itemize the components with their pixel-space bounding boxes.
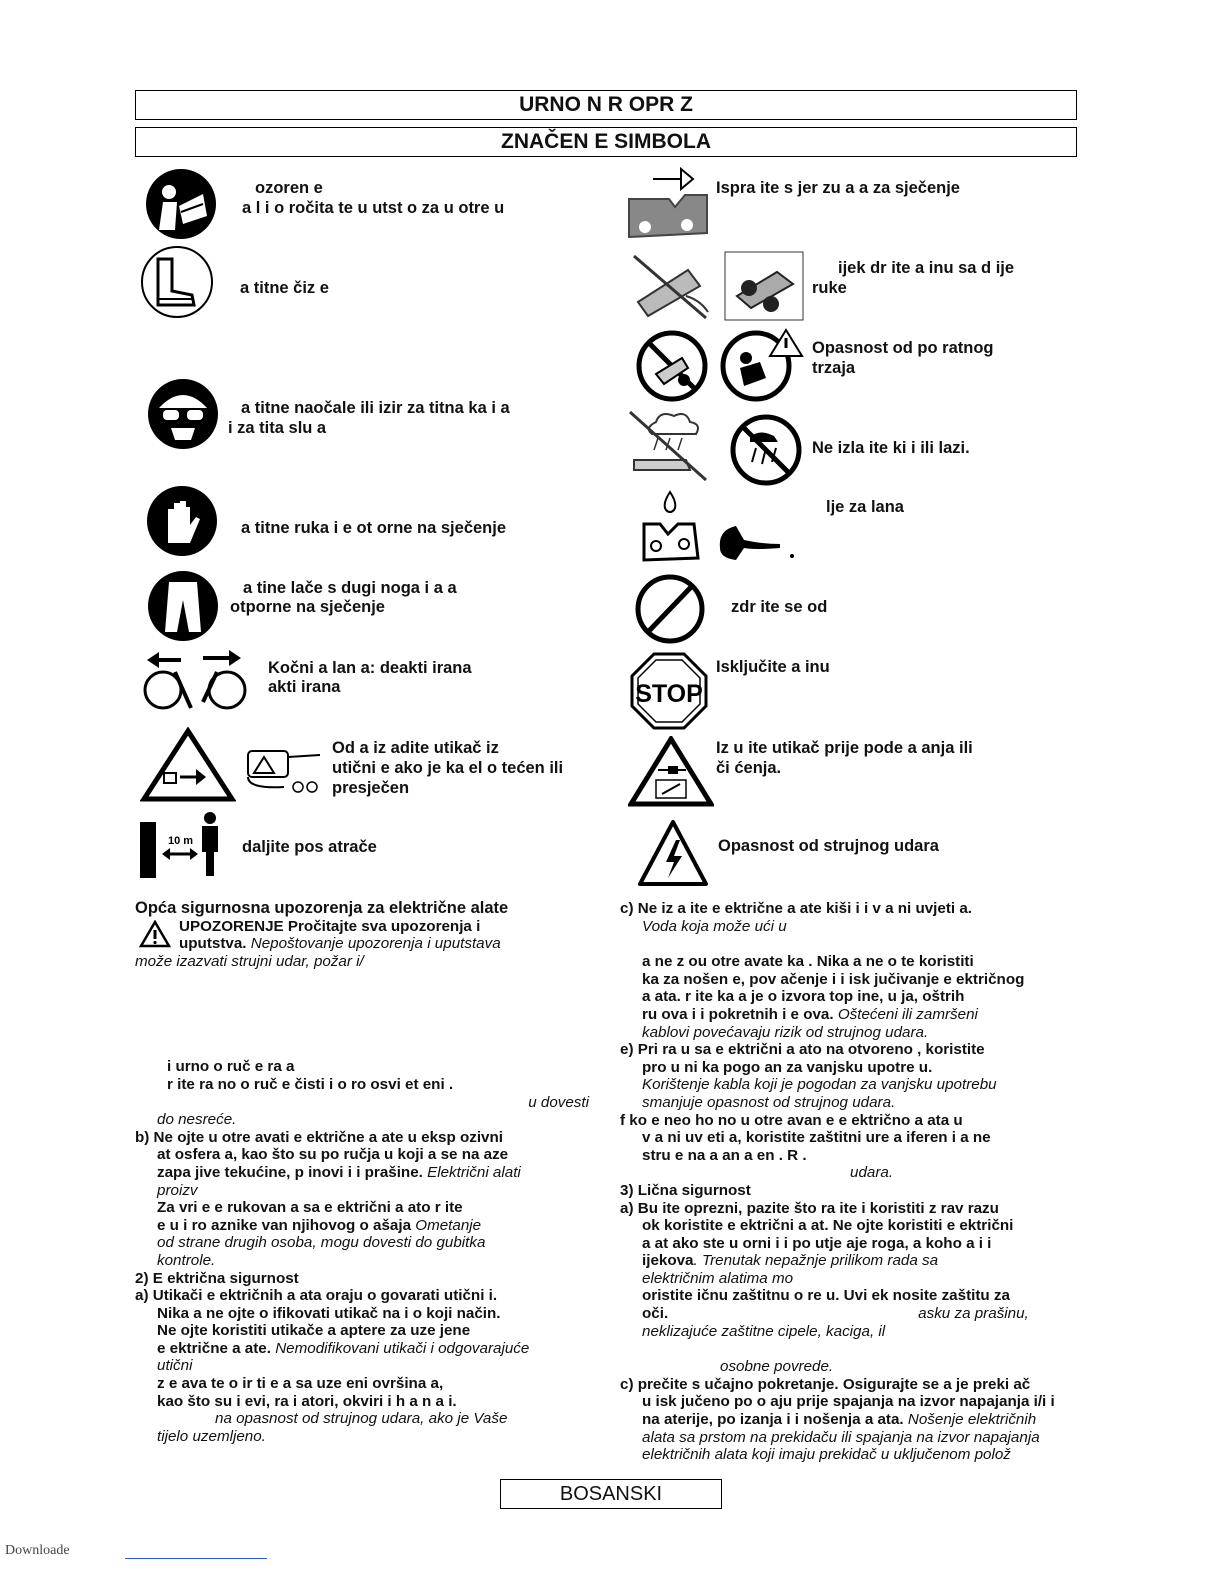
warning-text: uputstva. bbox=[179, 935, 247, 953]
paragraph-line: Oštećeni ili zamršeni bbox=[833, 1005, 978, 1023]
symbol-label: daljite pos atrače bbox=[242, 838, 377, 856]
stop-sign-icon bbox=[630, 652, 708, 730]
paragraph-line: od strane drugih osoba, mogu dovesti do gubitka bbox=[157, 1234, 486, 1252]
symbol-label: a titne naočale ili izir za titna ka i a bbox=[241, 399, 510, 417]
paragraph-line: Ometanje bbox=[411, 1216, 482, 1234]
paragraph-line: e) Pri ra u sa e ektrični a ato na otvoreno , koristite bbox=[620, 1041, 985, 1059]
symbol-label: a l i o ročita te u utst o za u otre u bbox=[242, 199, 505, 217]
paragraph-line: Nošenje električnih bbox=[903, 1411, 1037, 1429]
page-title: URNO N R OPR Z bbox=[135, 90, 1077, 120]
unplug-warning-icon bbox=[140, 727, 236, 803]
paragraph-line: at osfera a, kao što su po ručja u koji a se na aze bbox=[157, 1146, 509, 1164]
paragraph-line: v a ni uv eti a, koristite zaštitni ure a iferen i a ne bbox=[642, 1129, 991, 1147]
symbol-label: Ne izla ite ki i ili lazi. bbox=[812, 439, 970, 457]
chain-tension-icon bbox=[627, 167, 711, 243]
paragraph-line: neklizajuće zaštitne cipele, kaciga, il bbox=[642, 1322, 886, 1340]
paragraph-line: može izazvati strujni udar, požar i/ bbox=[135, 952, 364, 970]
symbol-label: a titne ruka i e ot orne na sječenje bbox=[241, 519, 507, 537]
paragraph-line: proizv bbox=[157, 1181, 198, 1199]
paragraph-line: c) prečite s učajno pokretanje. Osigurajte se a je preki ač bbox=[620, 1375, 1031, 1393]
unplug-maintenance-icon bbox=[628, 736, 714, 808]
paragraph-line: udara. bbox=[850, 1164, 894, 1182]
keep-distance-icon bbox=[138, 810, 228, 880]
paragraph-line: na aterije, po izanja i i nošenja a ata. bbox=[642, 1411, 904, 1429]
paragraph-line: Korištenje kabla koji je pogodan za vanjsku upotrebu bbox=[642, 1076, 997, 1094]
chain-brake-icon bbox=[137, 646, 255, 712]
paragraph-line: b) Ne ojte u otre avati e ektrične a ate u eksp ozivni bbox=[135, 1128, 503, 1146]
symbol-label: ozoren e bbox=[255, 179, 323, 197]
symbol-label: utični e ako je ka el o tećen ili bbox=[332, 759, 564, 777]
stop-text: STOP bbox=[635, 680, 703, 708]
paragraph-line: alata sa prstom na prekidaču ili spajanja na izvor napajanja bbox=[642, 1428, 1040, 1446]
paragraph-line: z e ava te o ir ti e a sa uze eni ovršina a, bbox=[157, 1375, 444, 1393]
eye-ear-protection-icon bbox=[147, 378, 219, 450]
kickback-icon bbox=[634, 330, 710, 402]
symbol-label: Od a iz adite utikač iz bbox=[332, 739, 499, 757]
symbol-label: i za tita slu a bbox=[228, 419, 327, 437]
paragraph-line: asku za prašinu, bbox=[918, 1305, 1029, 1323]
paragraph-line: a ata. r ite ka a je o izvora top ine, u ja, oštrih bbox=[642, 988, 965, 1006]
paragraph-line: kao što su i evi, ra i atori, okviri i h a n a i. bbox=[157, 1392, 457, 1410]
symbol-label: akti irana bbox=[268, 678, 341, 696]
symbol-label: ijek dr ite a inu sa d ije bbox=[838, 259, 1015, 277]
paragraph-line: Nika a ne ojte o ifikovati utikač na i o koji način. bbox=[157, 1304, 501, 1322]
symbol-label: presječen bbox=[332, 779, 410, 797]
rain-saw-icon bbox=[626, 408, 710, 484]
paragraph-line: . Trenutak nepažnje prilikom rada sa bbox=[693, 1252, 939, 1270]
paragraph-line: r ite ra no o ruč e čisti i o ro osvi et eni . bbox=[167, 1075, 454, 1093]
paragraph-line: ijekova bbox=[642, 1252, 694, 1270]
symbol-label: Opasnost od strujnog udara bbox=[718, 837, 939, 855]
kickback-warning-icon bbox=[720, 328, 804, 402]
distance-label: 10 m bbox=[168, 835, 194, 847]
paragraph-line: c) Ne iz a ite e ektrične a ate kiši i i v a ni uvjeti a. bbox=[620, 900, 973, 917]
left-text-column bbox=[135, 900, 605, 1445]
symbol-label: a titne čiz e bbox=[240, 279, 329, 297]
symbol-label: Isključite a inu bbox=[716, 658, 830, 676]
subsection-heading: 3) Lična sigurnost bbox=[620, 1181, 751, 1199]
language-label: BOSANSKI bbox=[500, 1479, 722, 1509]
symbol-label: lje za lana bbox=[826, 498, 904, 516]
paragraph-line: Nemodifikovani utikači i odgovarajuće bbox=[270, 1339, 530, 1357]
paragraph-line: Ne ojte koristiti utikače a aptere za uze jene bbox=[157, 1322, 471, 1340]
warning-triangle-icon bbox=[139, 920, 171, 948]
paragraph-line: utični bbox=[157, 1357, 193, 1375]
paragraph-line: do nesreće. bbox=[157, 1111, 237, 1129]
paragraph-line: kontrole. bbox=[157, 1251, 216, 1269]
subsection-heading: 2) E ektrična sigurnost bbox=[135, 1269, 299, 1287]
paragraph-line: tijelo uzemljeno. bbox=[157, 1427, 266, 1445]
paragraph-line: osobne povrede. bbox=[720, 1358, 834, 1376]
paragraph-line: ok koristite e ektrični a at. Ne ojte koristiti e ektrični bbox=[642, 1217, 1014, 1235]
damaged-cable-icon bbox=[244, 733, 322, 795]
section-title: ZNAČEN E SIMBOLA bbox=[135, 127, 1077, 157]
paragraph-line: Električni alati bbox=[422, 1163, 521, 1181]
symbol-label: zdr ite se od bbox=[731, 598, 828, 616]
symbol-label: Opasnost od po ratnog bbox=[812, 339, 994, 357]
paragraph-line: a) Bu ite oprezni, pazite što ra ite i koristiti z rav razu bbox=[620, 1199, 999, 1217]
no-rain-icon bbox=[728, 414, 804, 486]
paragraph-line: oristite ičnu zaštitnu o re u. Uvi ek nosite zaštitu za bbox=[642, 1287, 1010, 1305]
warning-text: Pročitajte sva upozorenja i bbox=[283, 917, 481, 935]
paragraph-line: a) Utikači e ektričnih a ata oraju o govarati utični i. bbox=[135, 1287, 498, 1305]
paragraph-line: električnih alata koji imaju prekidač u uključenom polož bbox=[642, 1446, 1011, 1464]
protective-trousers-icon bbox=[147, 570, 219, 642]
download-text: Downloade bbox=[5, 1543, 70, 1558]
right-text-column bbox=[620, 900, 1080, 1464]
paragraph-line: kablovi povećavaju rizik od strujnog udara. bbox=[642, 1023, 929, 1041]
section-heading: Opća sigurnosna upozorenja za električne alate bbox=[135, 899, 509, 917]
paragraph-line: ru ova i i pokretnih i e ova. bbox=[642, 1005, 834, 1023]
symbol-label: trzaja bbox=[812, 359, 856, 377]
safety-boots-icon bbox=[140, 245, 214, 319]
paragraph-line: i urno o ruč e ra a bbox=[167, 1058, 295, 1076]
paragraph-line: zapa jive tekućine, p inovi i i prašine. bbox=[157, 1163, 423, 1181]
paragraph-line: električnim alatima mo bbox=[642, 1269, 794, 1287]
paragraph-line: na opasnost od strujnog udara, ako je Vaše bbox=[215, 1410, 508, 1428]
protective-gloves-icon bbox=[146, 485, 218, 557]
paragraph-line: pro u ni ka pogo an za vanjsku upotre u. bbox=[642, 1058, 933, 1076]
paragraph-line: e ektrične a ate. bbox=[157, 1339, 271, 1357]
symbol-label: otporne na sječenje bbox=[230, 598, 385, 616]
paragraph-line: f ko e neo ho no u otre avan e e ektrično a ata u bbox=[620, 1111, 963, 1129]
symbol-label: Kočni a lan a: deakti irana bbox=[268, 659, 472, 677]
electric-shock-icon bbox=[636, 818, 710, 888]
symbol-label: Iz u ite utikač prije pode a anja ili bbox=[716, 739, 973, 757]
prohibited-icon bbox=[633, 573, 707, 645]
paragraph-line: Za vri e e rukovan a sa e ektrični a ato r ite bbox=[157, 1199, 463, 1217]
warning-label: UPOZORENJE bbox=[179, 917, 284, 935]
chain-oil-icon bbox=[640, 488, 800, 566]
paragraph-line: stru e na a an a en . R . bbox=[642, 1146, 807, 1164]
symbol-label: a tine lače s dugi noga i a a bbox=[243, 579, 457, 597]
paragraph-line: e u i ro aznike van njihovog o ašaja bbox=[157, 1216, 412, 1234]
paragraph-line: ka za nošen e, pov ačenje i i isk jučivanje e ektričnog bbox=[642, 970, 1025, 988]
warning-text: Nepoštovanje upozorenja i uputstava bbox=[246, 935, 501, 953]
hold-saw-icon bbox=[723, 250, 805, 322]
paragraph-line: a ne z ou otre avate ka . Nika a ne o te koristiti bbox=[642, 953, 974, 971]
paragraph-line: u dovesti bbox=[528, 1093, 589, 1111]
download-link[interactable] bbox=[125, 1558, 267, 1559]
symbol-label: ruke bbox=[812, 279, 847, 297]
read-manual-icon bbox=[145, 168, 217, 240]
paragraph-line: oči. bbox=[642, 1305, 669, 1323]
paragraph-line: a at ako ste u orni i i po utje aje roga, a koho a i i bbox=[642, 1234, 992, 1252]
symbol-label: či ćenja. bbox=[716, 759, 782, 777]
paragraph-line: Voda koja može ući u bbox=[642, 917, 787, 935]
paragraph-line: smanjuje opasnost od strujnog udara. bbox=[642, 1093, 896, 1111]
two-hands-saw-icon bbox=[628, 250, 712, 322]
paragraph-line: u isk jučeno po o aju prije spajanja na izvor napajanja i/i i bbox=[642, 1393, 1055, 1411]
symbol-label: Ispra ite s jer zu a a za sječenje bbox=[716, 179, 960, 197]
